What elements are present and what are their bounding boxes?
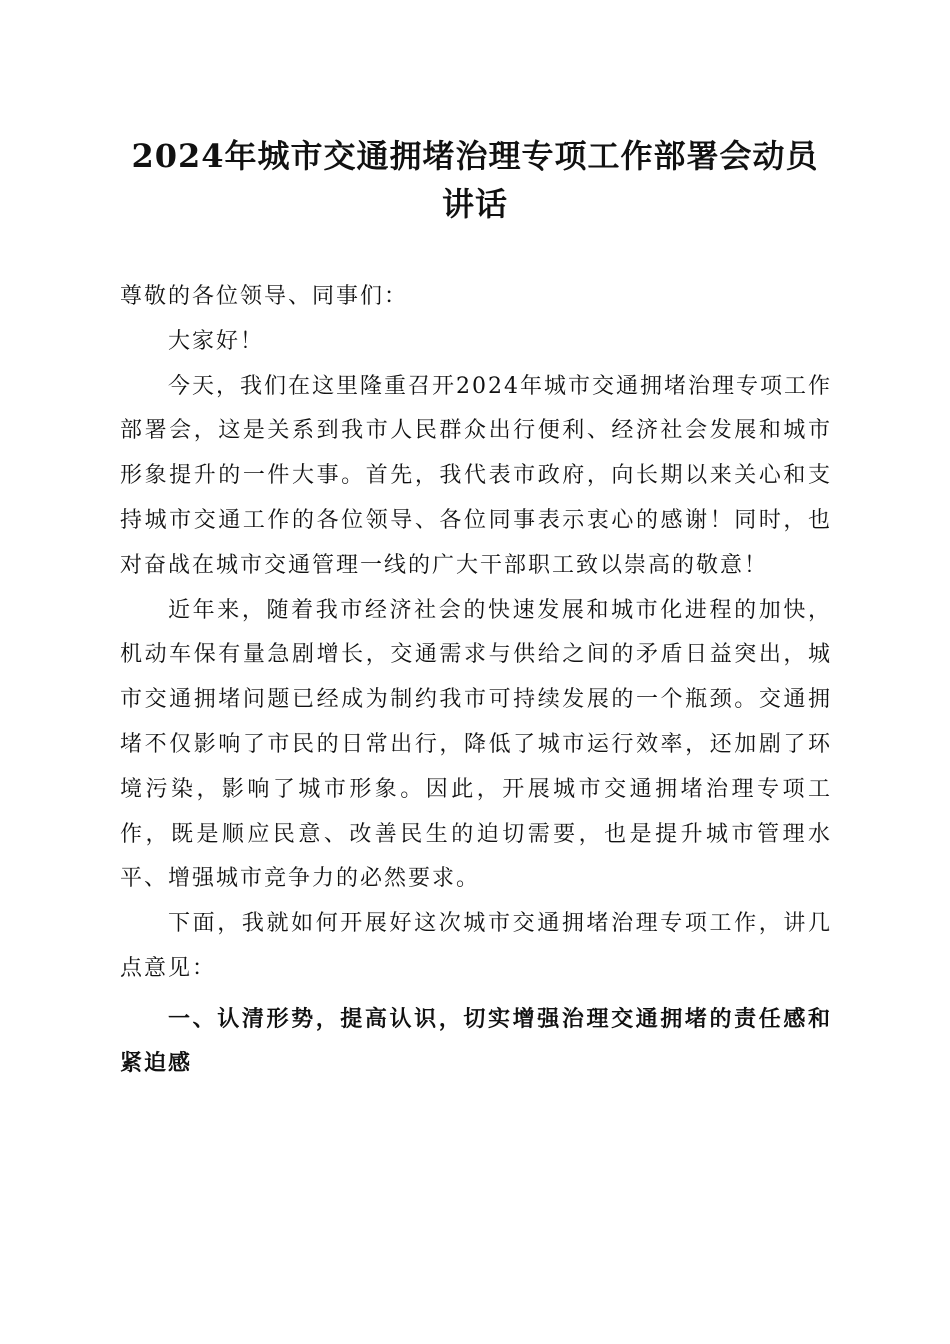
paragraph-opening: 今天，我们在这里隆重召开2024年城市交通拥堵治理专项工作部署会，这是关系到我市人民群众出行便利、经济社会发展和城市形象提升的一件大事。首先，我代表市政府，向长期以来关心和支持城市交通工作的各位领导、各位同事表示衷心的感谢！同时，也对奋战在城市交通管理一线的广大干部职工致以崇高的敬意！ xyxy=(120,373,832,578)
paragraph-background: 近年来，随着我市经济社会的快速发展和城市化进程的加快，机动车保有量急剧增长，交通需求与供给之间的矛盾日益突出，城市交通拥堵问题已经成为制约我市可持续发展的一个瓶颈。交通拥堵不仅影响了市民的日常出行，降低了城市运行效率，还加剧了环境污染，影响了城市形象。因此，开展城市交通拥堵治理专项工作，既是顺应民意、改善民生的迫切需要，也是提升城市管理水平、增强城市竞争力的必然要求。 xyxy=(120,597,832,892)
paragraph-transition: 下面，我就如何开展好这次城市交通拥堵治理专项工作，讲几点意见： xyxy=(120,911,832,981)
document-title: 2024年城市交通拥堵治理专项工作部署会动员讲话 xyxy=(131,137,819,223)
document-body xyxy=(120,275,832,1086)
section-heading-1: 一、认清形势，提高认识，切实增强治理交通拥堵的责任感和紧迫感 xyxy=(120,1006,832,1076)
greeting: 大家好！ xyxy=(168,328,265,354)
salutation: 尊敬的各位领导、同事们： xyxy=(120,284,409,309)
